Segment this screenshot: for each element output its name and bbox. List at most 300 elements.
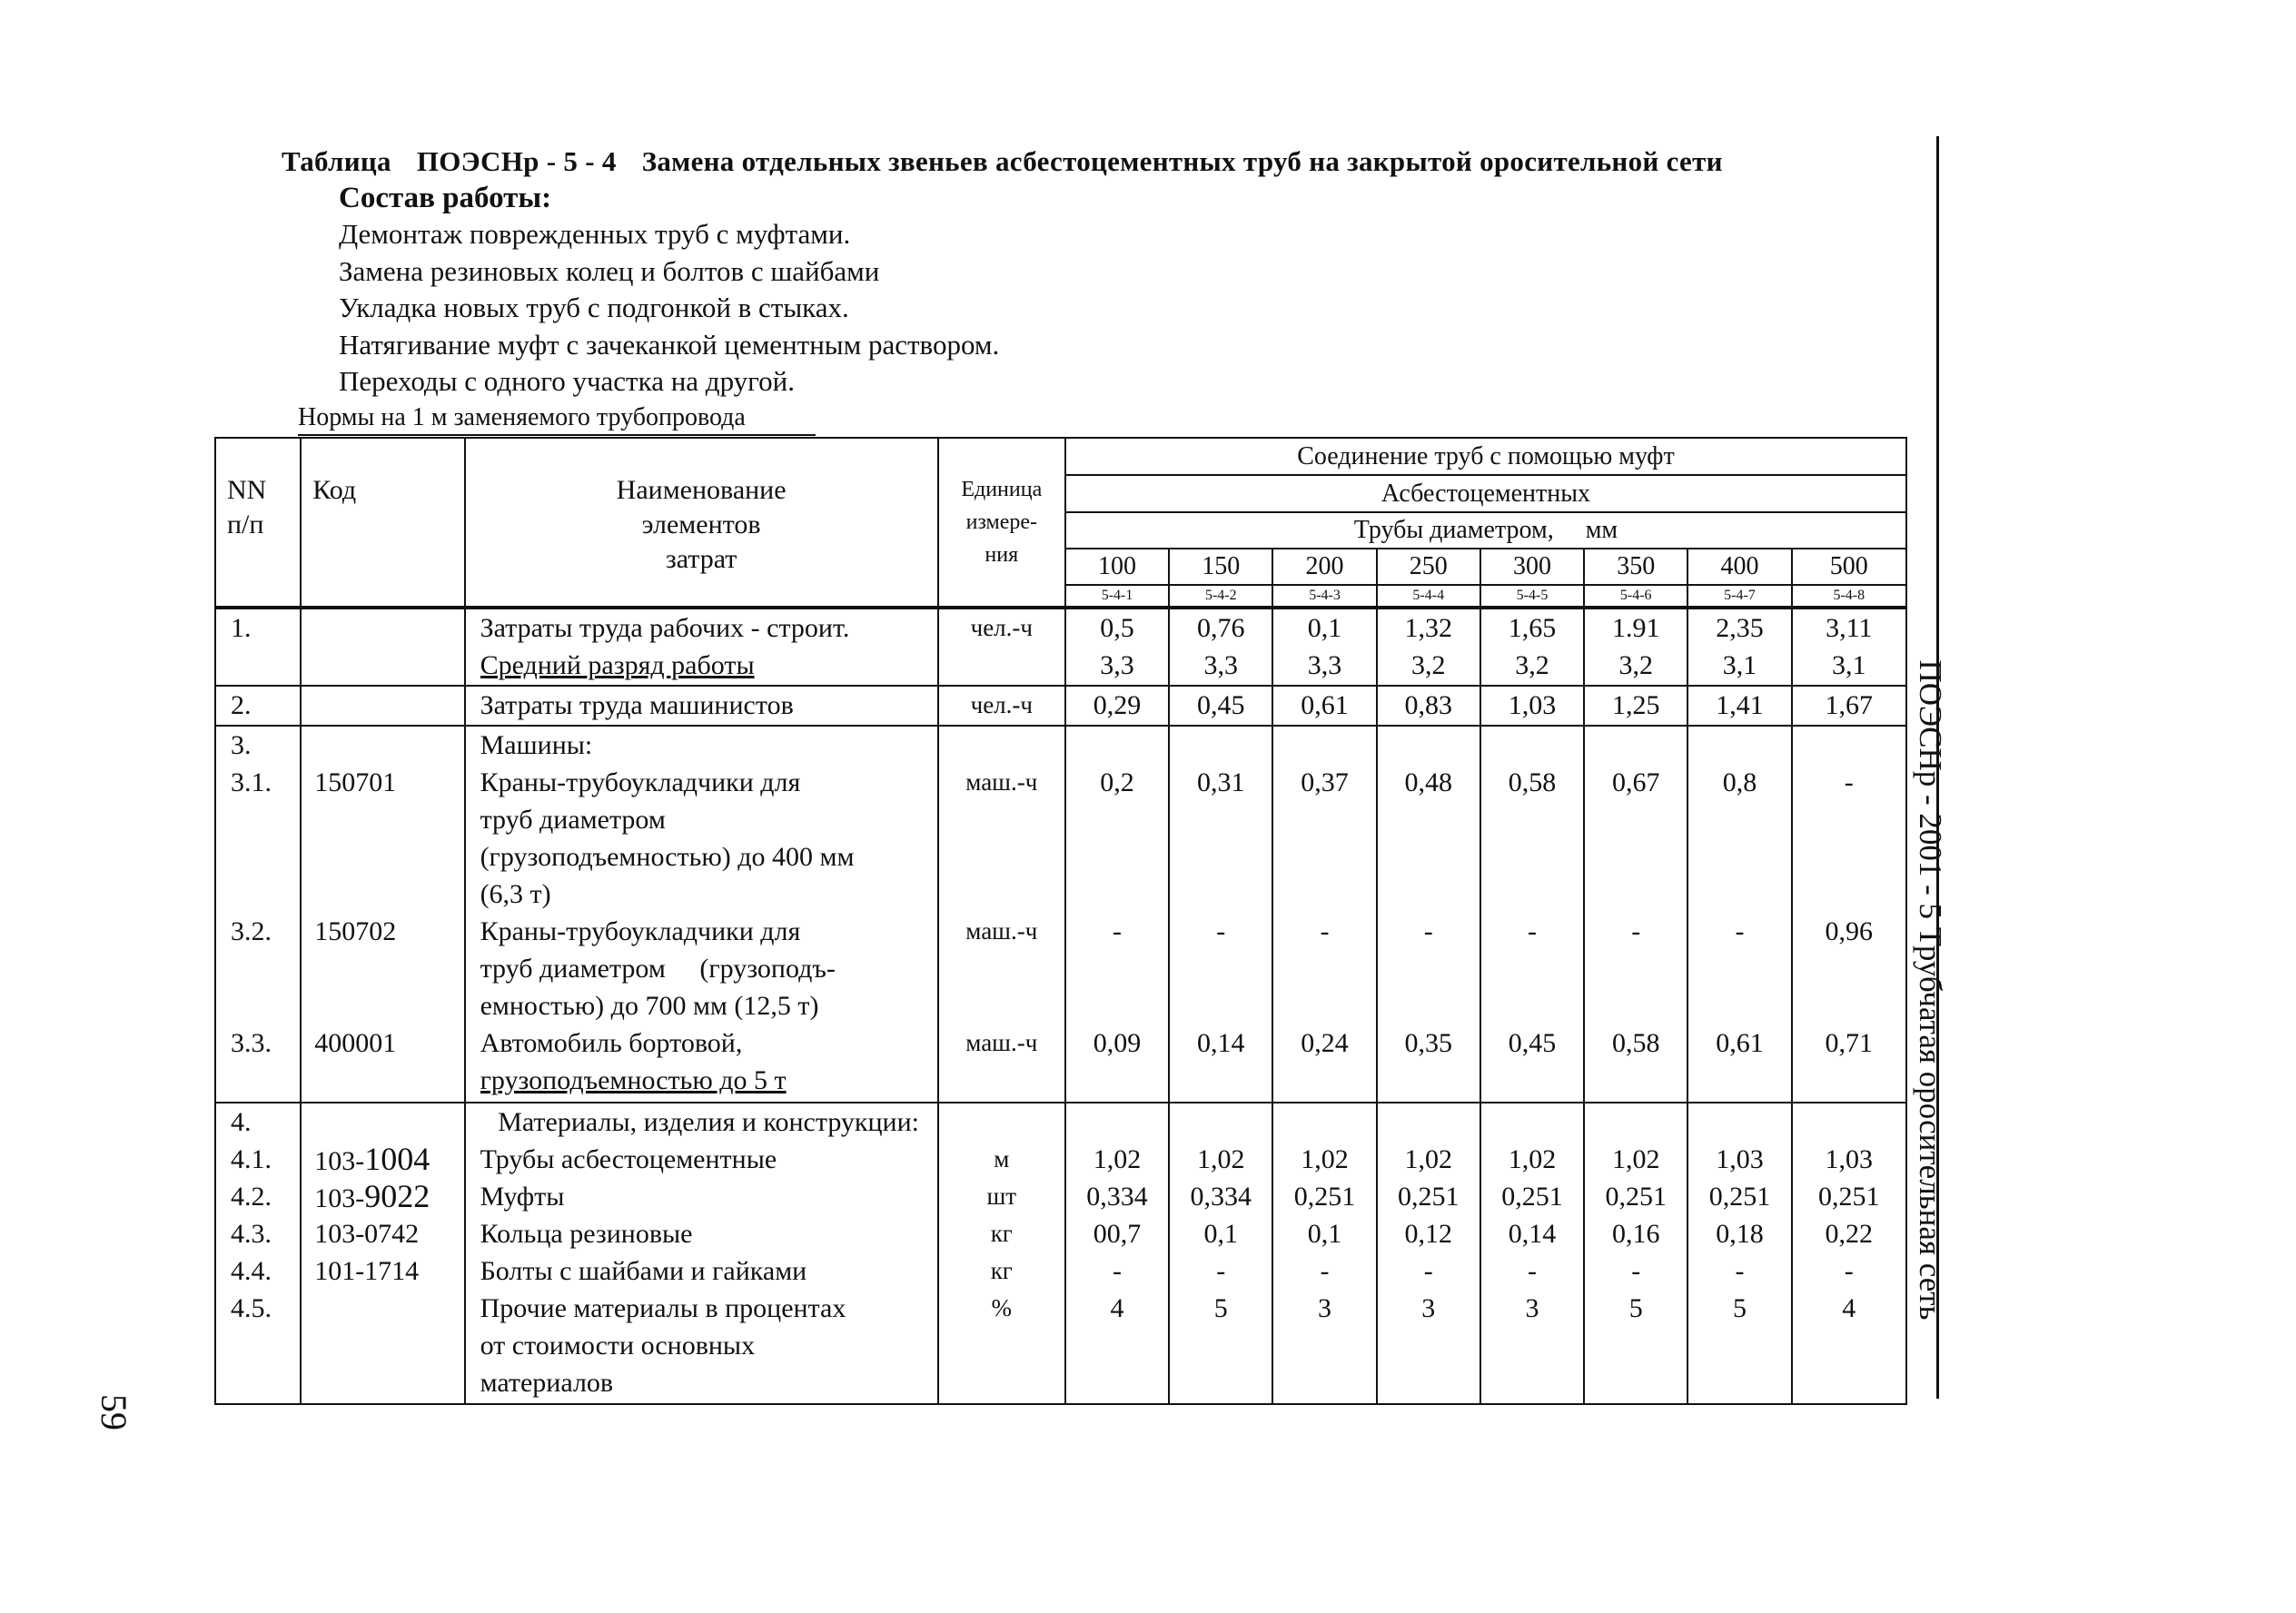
row-name-line: Кольца резиновые [480,1219,693,1249]
code-header [301,438,464,608]
spacer [314,727,463,764]
unit-header [938,438,1065,608]
row-unit: м [994,1145,1010,1173]
row-unit: маш.-ч [965,1029,1038,1056]
spacer [314,801,463,838]
value-line: - [1113,1256,1123,1286]
value-line: 0,5 [1100,613,1134,643]
table-title-line [282,145,1916,178]
spacer [1481,801,1583,838]
value-line: - [1216,916,1226,946]
code-prefix: 103- [314,1183,365,1213]
row-name-line: грузоподъемностью до 5 т [480,1065,787,1095]
row-name-line: Средний разряд работы [480,650,755,680]
row-number: 3.2. [231,916,272,946]
row-name-col [465,726,938,1103]
diameter-cell: 500 [1792,549,1906,585]
value-line: 3,11 [1826,613,1873,643]
value-cell [1272,608,1376,686]
value-line: 0,96 [1825,916,1874,946]
value-col [1480,1103,1584,1404]
row-code: 150702 [314,916,397,946]
norms-caption: Нормы на 1 м заменяемого трубопровода [298,403,746,431]
spacer [1378,838,1480,876]
row-name-line: материалов [480,1368,614,1398]
value-line: 0,251 [1293,1182,1356,1212]
value-cell [1377,608,1480,686]
value-line: - [1631,1256,1641,1286]
value-line: 4 [1110,1293,1124,1323]
spacer [1481,1103,1583,1141]
value-line: 4 [1842,1293,1856,1323]
group-header-muft: Соединение труб с помощью муфт [1065,438,1906,475]
value-col [1065,726,1169,1103]
row-name-line: труб диаметром [480,805,666,835]
row-name-line: емностью) до 700 мм (12,5 т) [480,991,819,1021]
spacer [1273,876,1375,913]
row-unit: маш.-ч [965,768,1038,796]
value-col [1169,726,1272,1103]
spacer [1170,950,1272,987]
value-line: 0,16 [1611,1219,1660,1249]
spacer [939,876,1064,913]
spacer [1481,727,1583,764]
spacer [1378,727,1480,764]
value-line: 0,14 [1508,1219,1557,1249]
running-header: ПОЭСНр - 2001 - 5 Трубчатая оросительная сеть [1913,659,1948,1321]
value-line: - [1527,916,1537,946]
value-line: 0,1 [1307,1219,1342,1249]
row-code [314,1178,463,1215]
value-line: 0,14 [1197,1028,1245,1058]
spacer [314,950,463,987]
value-line: - [1320,916,1330,946]
code-handwritten: 9022 [364,1178,430,1214]
spacer [314,876,463,913]
value-line: 0,18 [1716,1219,1764,1249]
value-line: 0,24 [1301,1028,1349,1058]
row-name-line: Трубы асбестоцементные [480,1144,777,1174]
row-unit: % [991,1294,1013,1321]
spacer [1170,876,1272,913]
row-unit: кг [990,1257,1013,1284]
column-code: 5-4-5 [1480,585,1584,608]
value-cell: 1,67 [1792,686,1906,726]
value-line: - [1320,1256,1330,1286]
row-unit: маш.-ч [965,917,1038,945]
spacer [1585,838,1687,876]
row-number: 4.1. [231,1144,272,1174]
value-col [1792,1103,1906,1404]
value-cell: 0,29 [1065,686,1169,726]
value-line: 3 [1318,1293,1332,1323]
diameter-cell: 400 [1687,549,1791,585]
value-line: 3,3 [1100,650,1134,680]
spacer [1273,838,1375,876]
spacer [1273,1103,1375,1141]
value-line: 5 [1628,1293,1643,1323]
spacer [1481,876,1583,913]
row-unit: чел.-ч [938,608,1065,686]
row-name-line: (6,3 т) [480,879,551,909]
row-name-line: Болты с шайбами и гайками [480,1256,807,1286]
value-line: 0,1 [1203,1219,1239,1249]
value-cell [1792,608,1906,686]
spacer [1688,838,1790,876]
value-line: 1,03 [1825,1144,1874,1174]
spacer [1066,727,1168,764]
value-col [1584,726,1687,1103]
spacer [231,950,300,987]
section-title: Машины: [480,730,593,760]
value-line: 0,35 [1404,1028,1452,1058]
unit-header-line: Единица [961,478,1043,501]
unit-header-line: ния [985,543,1019,567]
spacer [1066,876,1168,913]
code-header-text: Код [312,475,357,505]
value-line: 0,48 [1404,767,1452,797]
spacer [1378,876,1480,913]
value-line: 3,2 [1411,650,1446,680]
spacer [1585,876,1687,913]
spacer [231,801,300,838]
row-name: Затраты труда машинистов [465,686,938,726]
unit-header-line: измере- [965,510,1038,534]
section-title: Материалы, изделия и конструкции: [498,1107,920,1137]
spacer [1066,987,1168,1024]
name-header-line: затрат [665,544,737,574]
nn-header [215,438,301,608]
value-line: 1,02 [1093,1144,1142,1174]
value-cell [1584,608,1687,686]
value-line: 0,251 [1398,1182,1460,1212]
row-number: 3.1. [231,767,272,797]
value-line: 0,61 [1716,1028,1764,1058]
table-row-2 [215,686,1906,726]
spacer [231,838,300,876]
value-col [1065,1103,1169,1404]
value-line: 0,09 [1093,1028,1142,1058]
spacer [1793,950,1905,987]
value-line: 3 [1421,1293,1436,1323]
value-line: - [1423,916,1433,946]
spacer [1170,801,1272,838]
value-line: 0,251 [1818,1182,1880,1212]
value-line: 1,02 [1197,1144,1245,1174]
row-code [314,1141,463,1178]
row-code-col [301,726,464,1103]
spacer [314,1103,463,1141]
row-number: 3. [231,730,252,760]
value-line: 00,7 [1093,1219,1142,1249]
value-line: 2,35 [1716,613,1764,643]
section-materials [215,1103,1906,1404]
value-cell: 0,61 [1272,686,1376,726]
page-number: 59 [94,1394,134,1430]
value-col [1272,726,1376,1103]
value-line: 5 [1732,1293,1747,1323]
value-line: 3,3 [1203,650,1239,680]
value-line: 0,334 [1190,1182,1252,1212]
value-line: 0,2 [1100,767,1134,797]
spacer [1066,838,1168,876]
spacer [1378,987,1480,1024]
value-line: 0,22 [1825,1219,1874,1249]
spacer [1585,950,1687,987]
value-line: 1.91 [1611,613,1660,643]
value-line: - [1844,767,1854,797]
value-line: 1,03 [1716,1144,1764,1174]
spacer [939,950,1064,987]
table-row-1 [215,608,1906,686]
value-line: 0,76 [1197,613,1245,643]
value-col [1272,1103,1376,1404]
spacer [1793,987,1905,1024]
value-line: 1,65 [1508,613,1557,643]
spacer [1585,1103,1687,1141]
row-code-col [301,1103,464,1404]
value-col [1687,1103,1791,1404]
spacer [1481,838,1583,876]
row-code: 103-0742 [314,1219,420,1249]
row-number: 2. [215,686,301,726]
value-line: 0,58 [1508,767,1557,797]
column-code: 5-4-6 [1584,585,1687,608]
spacer [1066,801,1168,838]
spacer [939,1103,1064,1141]
spacer [1273,727,1375,764]
value-line: 0,251 [1605,1182,1667,1212]
diameter-cell: 350 [1584,549,1687,585]
spacer [1688,876,1790,913]
spacer [1273,801,1375,838]
row-name-line: Затраты труда рабочих - строит. [480,613,850,643]
row-name-line: Краны-трубоукладчики для [480,916,801,946]
section-machines [215,726,1906,1103]
row-name-line: (грузоподъемностью) до 400 мм [480,842,855,872]
row-unit-col [938,726,1065,1103]
value-line: 0,45 [1508,1028,1557,1058]
column-code: 5-4-8 [1792,585,1906,608]
spacer [1688,727,1790,764]
spacer [1688,987,1790,1024]
diameter-cell: 200 [1272,549,1376,585]
spacer [1170,727,1272,764]
spacer [1273,987,1375,1024]
row-number: 4. [231,1107,252,1137]
spacer [939,727,1064,764]
row-name-line: Прочие материалы в процентах [480,1293,846,1323]
spacer [939,801,1064,838]
spacer [1793,1103,1905,1141]
name-header [465,438,938,608]
row-code: 150701 [314,767,397,797]
spacer [1273,950,1375,987]
value-cell: 1,03 [1480,686,1584,726]
spacer [231,987,300,1024]
row-unit: шт [986,1183,1017,1210]
nn-header-line: NN [227,475,267,505]
spacer [231,876,300,913]
spacer [939,987,1064,1024]
row-number: 4.4. [231,1256,272,1286]
table-title: Замена отдельных звеньев асбестоцементных труб на закрытой оросительной сети [641,145,1723,177]
value-cell: 1,41 [1687,686,1791,726]
spacer [1481,950,1583,987]
value-cell: 1,25 [1584,686,1687,726]
column-code: 5-4-4 [1377,585,1480,608]
value-cell: 0,83 [1377,686,1480,726]
spacer [1688,801,1790,838]
value-line: 3,1 [1832,650,1866,680]
value-line: 0,334 [1086,1182,1148,1212]
spacer [1066,950,1168,987]
value-line: 0,8 [1722,767,1757,797]
row-unit-col [938,1103,1065,1404]
spacer [1793,876,1905,913]
row-name-line: труб диаметром (грузоподъ- [480,954,836,984]
diameter-cell: 150 [1169,549,1272,585]
diameter-cell: 250 [1377,549,1480,585]
work-heading: Состав работы: [339,182,552,214]
group-header-asbest: Асбестоцементных [1065,475,1906,512]
row-name-col [465,1103,938,1404]
value-col [1584,1103,1687,1404]
spacer [1378,801,1480,838]
name-header-line: Наименование [616,475,787,505]
work-item: Демонтаж поврежденных труб с муфтами. [339,218,851,250]
spacer [1066,1103,1168,1141]
value-line: 0,37 [1301,767,1349,797]
value-cell [1687,608,1791,686]
row-number: 4.2. [231,1182,272,1212]
value-line: 5 [1213,1293,1228,1323]
spacer [1481,987,1583,1024]
value-col [1687,726,1791,1103]
code-prefix: 103- [314,1146,365,1176]
header-row [215,438,1906,475]
group-header-diameter: Трубы диаметром, мм [1065,512,1906,549]
value-line: 3,2 [1515,650,1549,680]
row-number: 3.3. [231,1028,272,1058]
work-item: Укладка новых труб с подгонкой в стыках. [339,292,849,323]
work-item: Переходы с одного участка на другой. [339,365,795,397]
value-line: - [1735,916,1745,946]
spacer [1170,1103,1272,1141]
row-number-col [215,1103,301,1404]
row-number: 1. [215,608,301,686]
value-line: 3,3 [1307,650,1342,680]
value-line: 1,02 [1508,1144,1557,1174]
spacer [1793,801,1905,838]
row-code: 400001 [314,1028,397,1058]
spacer [1585,801,1687,838]
value-line: 0,251 [1708,1182,1771,1212]
value-line: 1,02 [1404,1144,1452,1174]
row-code [301,686,464,726]
value-line: 0,58 [1611,1028,1660,1058]
spacer [1585,987,1687,1024]
code-handwritten: 1004 [364,1141,430,1177]
value-line: - [1216,1256,1226,1286]
row-number: 4.3. [231,1219,272,1249]
value-line: - [1631,916,1641,946]
value-line: 0,1 [1307,613,1342,643]
nn-header-line: п/п [227,510,264,539]
value-line: 0,251 [1501,1182,1563,1212]
norms-underline [298,434,816,436]
value-line: 1,02 [1301,1144,1349,1174]
value-cell [1065,608,1169,686]
value-cell [1169,608,1272,686]
work-item: Натягивание муфт с зачеканкой цементным раствором. [339,328,1000,361]
column-code: 5-4-7 [1687,585,1791,608]
work-item: Замена резиновых колец и болтов с шайбами [339,254,880,287]
value-line: 3 [1525,1293,1539,1323]
value-line: 0,67 [1611,767,1660,797]
work-list [339,216,999,401]
row-name-line: Краны-трубоукладчики для [480,767,801,797]
spacer [1793,727,1905,764]
table-code: ПОЭСНр - 5 - 4 [416,145,617,177]
spacer [939,838,1064,876]
value-line: - [1844,1256,1854,1286]
value-col [1377,726,1480,1103]
spacer [1793,838,1905,876]
diameter-cell: 300 [1480,549,1584,585]
value-cell [1480,608,1584,686]
norms-table [214,437,1907,1405]
spacer [1688,1103,1790,1141]
row-number: 4.5. [231,1293,272,1323]
table-label: Таблица [282,145,391,177]
spacer [1378,1103,1480,1141]
spacer [314,987,463,1024]
row-code: 101-1714 [314,1256,420,1286]
row-name-line: Муфты [480,1182,565,1212]
row-number-col [215,726,301,1103]
value-line: 3,2 [1618,650,1653,680]
column-code: 5-4-3 [1272,585,1376,608]
value-line: 0,71 [1825,1028,1874,1058]
value-line: - [1423,1256,1433,1286]
row-name-line: Автомобиль бортовой, [480,1028,743,1058]
spacer [1378,950,1480,987]
row-name-line: от стоимости основных [480,1331,756,1361]
value-line: - [1735,1256,1745,1286]
column-code: 5-4-1 [1065,585,1169,608]
value-line: - [1527,1256,1537,1286]
value-line: 0,31 [1197,767,1245,797]
value-col [1792,726,1906,1103]
value-line: 3,1 [1722,650,1757,680]
spacer [1585,727,1687,764]
value-cell: 0,45 [1169,686,1272,726]
value-col [1377,1103,1480,1404]
diameter-cell: 100 [1065,549,1169,585]
spacer [314,838,463,876]
column-code: 5-4-2 [1169,585,1272,608]
value-line: 1,02 [1611,1144,1660,1174]
value-line: - [1113,916,1123,946]
value-line: 1,32 [1404,613,1452,643]
spacer [1688,950,1790,987]
spacer [1170,838,1272,876]
value-col [1480,726,1584,1103]
spacer [1170,987,1272,1024]
row-unit: кг [990,1220,1013,1247]
row-code [301,608,464,686]
